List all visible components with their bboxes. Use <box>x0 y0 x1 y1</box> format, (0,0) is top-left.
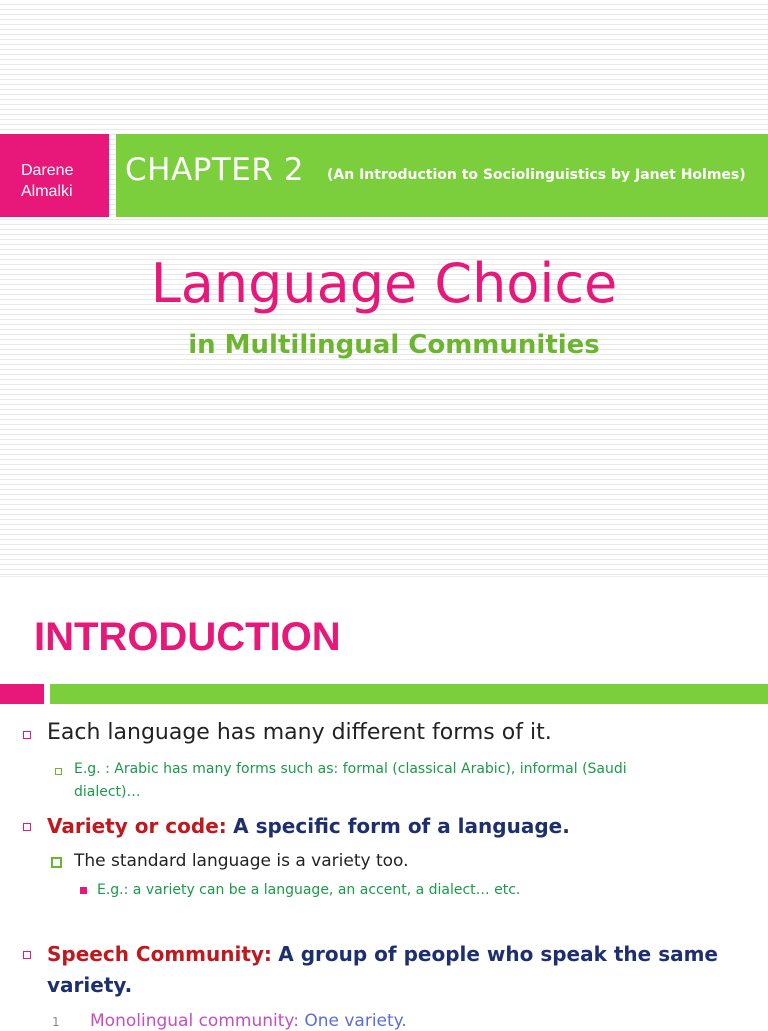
sub-bullet-text: The standard language is a variety too. <box>74 851 409 871</box>
chapter-title: CHAPTER 2 <box>125 152 304 188</box>
accent-bar-pink <box>0 684 44 704</box>
term-label: Speech Community: <box>47 942 272 966</box>
bullet-text: Each language has many different forms of it. <box>47 720 552 745</box>
numbered-sub-bullet <box>90 1011 407 1031</box>
bullet-text <box>47 814 570 838</box>
introduction-slide <box>0 576 768 1031</box>
filled-bullet-icon <box>80 887 87 894</box>
bullet-text <box>47 942 718 966</box>
term-label: Variety or code: <box>47 814 227 838</box>
slide-heading: INTRODUCTION <box>34 615 341 659</box>
slide-title: Language Choice <box>150 252 618 315</box>
square-bullet-icon <box>51 857 62 868</box>
slide-subtitle: in Multilingual Communities <box>188 330 600 360</box>
square-bullet-icon <box>55 768 62 775</box>
chapter-bar <box>116 134 768 217</box>
author-last-name: Almalki <box>21 183 73 200</box>
square-bullet-icon <box>23 823 31 831</box>
term-definition: A group of people who speak the same <box>278 942 718 966</box>
sub-bullet-text-continued: dialect)… <box>74 784 141 800</box>
accent-bar-green <box>50 684 768 704</box>
square-bullet-icon <box>23 951 31 959</box>
term-definition: A specific form of a language. <box>233 814 570 838</box>
square-bullet-icon <box>23 731 31 739</box>
author-box <box>0 134 109 217</box>
list-number: 1 <box>52 1015 60 1029</box>
sub-sub-bullet-text: E.g.: a variety can be a language, an accent, a dialect… etc. <box>97 882 521 898</box>
author-first-name: Darene <box>21 162 74 179</box>
term-definition: One variety. <box>304 1011 407 1031</box>
term-definition-continued: variety. <box>47 973 133 997</box>
chapter-subtitle: (An Introduction to Sociolinguistics by Janet Holmes) <box>327 167 746 183</box>
term-label: Monolingual community: <box>90 1011 299 1031</box>
sub-bullet-text: E.g. : Arabic has many forms such as: formal (classical Arabic), informal (Saudi <box>74 761 627 777</box>
